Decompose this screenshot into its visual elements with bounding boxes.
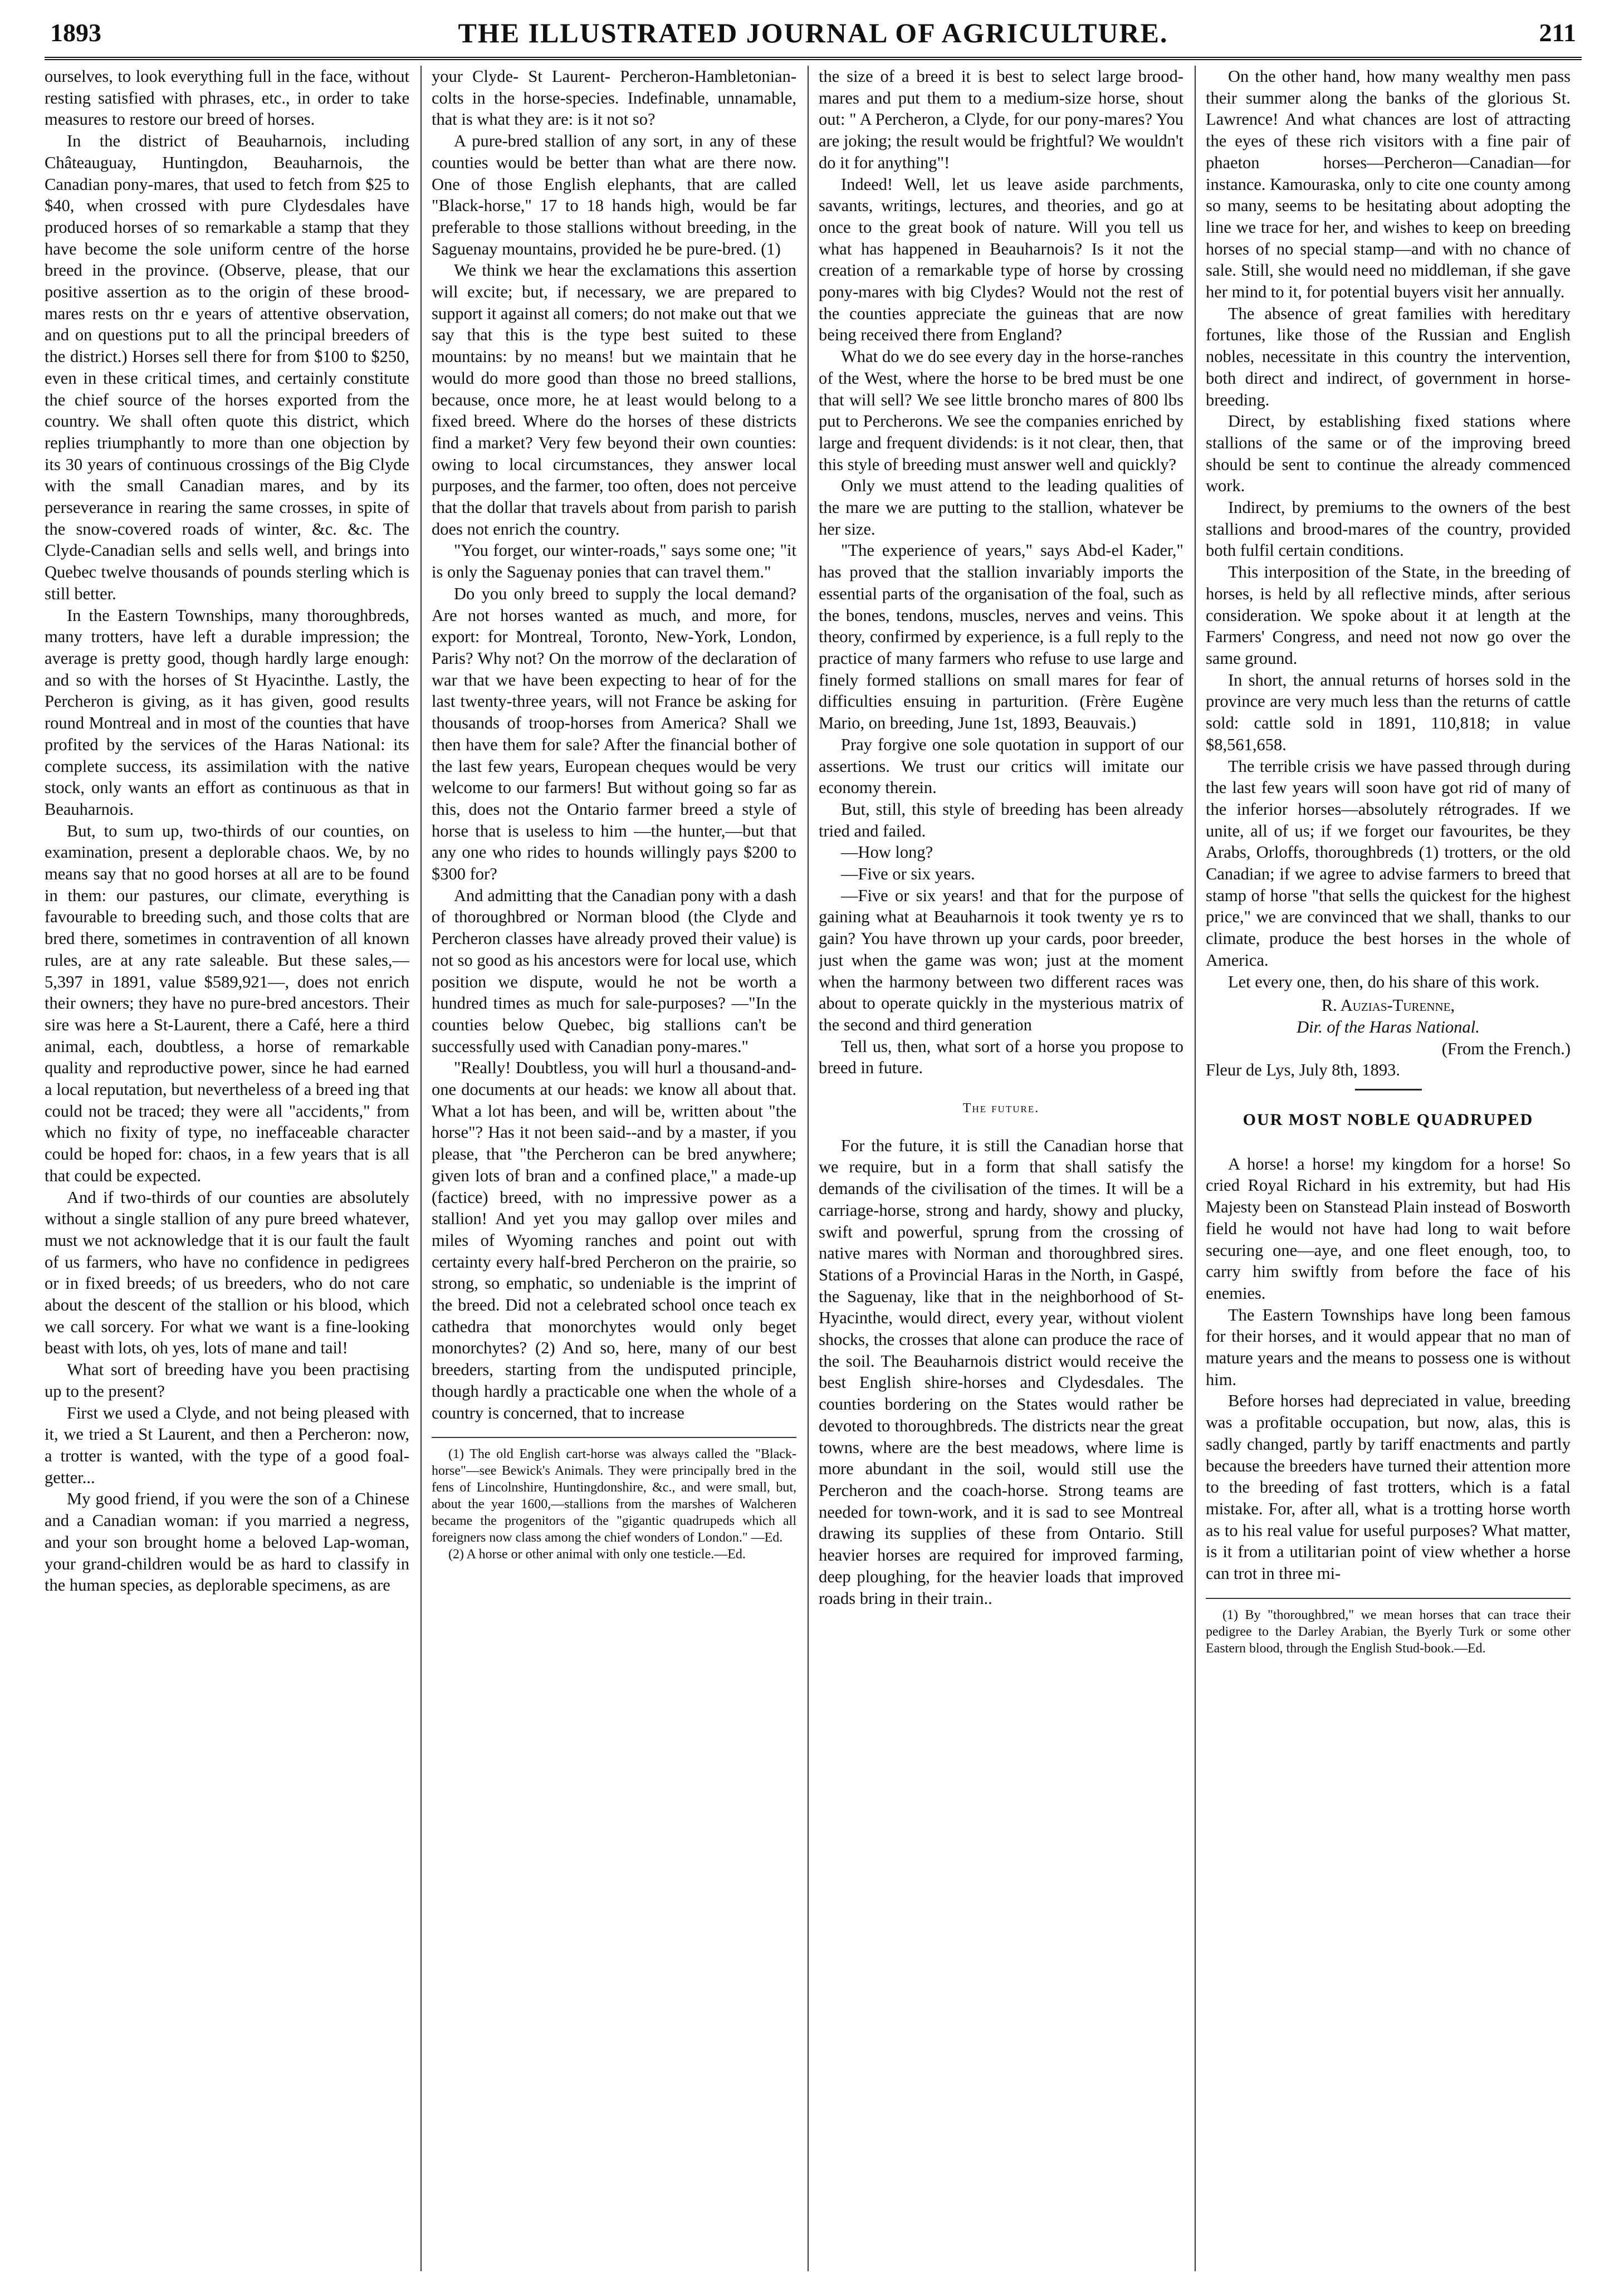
paragraph: What do we do see every day in the horse-ranches of the West, where the horse to be bred must be one that will sell? We see little broncho mares of 800 lbs put to Percherons. We see the companies enriched by large and frequent dividends: is it not clear, then, that this style of breeding must answer well and quickly? [819, 347, 1183, 474]
paragraph: Before horses had depreciated in value, breeding was a profitable occupation, but now, alas, this is sadly changed, partly by tariff enactments and partly because the breeders have turned their attention more to the breeding of fast trotters, which is a fatal mistake. For, after all, what is a trotting horse worth as to his real value for useful purposes? What matter, is it from a utilitarian point of view whether a horse can trot in three mi- [1206, 1391, 1571, 1583]
paragraph: For the future, it is still the Canadian horse that we require, but in a form that shall satisfy the demands of the civilisation of the times. It will be a carriage-horse, strong and hardy, showy and plucky, swift and powerful, sprung from the crossing of native mares with Norman and thoroughbred sires. Stations of a Provincial Haras in the North, in Gaspé, the Saguenay, like that in the neighborhood of St-Hyacinthe, would direct, every year, without violent shocks, the crosses that alone can produce the race of the soil. The Beauharnois district would receive the best English shire-horses and Clydesdales. The counties bordering on the States would rather be devoted to thoroughbreds. The districts near the great towns, where are the best meadows, where lime is more abundant in the soil, would still use the Percheron and the coach-horse. Strong teams are needed for town-work, and it is sad to see Montreal drawing its supplies of these from Ontario. Still heavier horses are required for improved farming, deep ploughing, for the heavier loads that improved roads bring in their train.. [819, 1136, 1183, 1608]
dialogue-line: —How long? [841, 843, 933, 862]
page-number: 211 [1539, 18, 1576, 47]
paragraph: A pure-bred stallion of any sort, in any of these counties would be better than what are there now. One of those English elephants, that are called "Black-horse," 17 to 18 hands high, would be far preferable to those stallions without breeding, in the Saguenay mountains, provided he be pure-bred. (1) [432, 131, 796, 258]
paragraph: —Five or six years! and that for the purpose of gaining what at Beauharnois it took twenty ye rs to gain? You have thrown up your cards, poor breeder, just when the game was won; just at the moment when the harmony between two different races was about to operate quickly in the mysterious matrix of the second and third generation [819, 886, 1183, 1034]
author-title: Dir. of the Haras National. [1297, 1017, 1480, 1036]
paragraph: A horse! a horse! my kingdom for a horse! So cried Royal Richard in his extremity, but had His Majesty been on Stanstead Plain instead of Bosworth field he would not have had long to wait before securing one—aye, and one fleet enough, too, to carry him swiftly from before the face of his enemies. [1206, 1154, 1571, 1303]
paragraph: Do you only breed to supply the local demand? Are not horses wanted as much, and more, for export: for Montreal, Toronto, New-York, London, Paris? Why not? On the morrow of the declaration of war that we have been expecting to hear of for the last twenty-three years, will not France be asking for thousands of troop-horses from America? Shall we then have them for sale? After the financial bother of the last few years, European cheques would be very welcome to our farmers! But without going so far as this, does not the Ontario farmer breed a style of horse that is useless to him —the hunter,—but that any one who rides to hounds willingly pays $200 to $300 for? [432, 584, 796, 884]
paragraph: But, to sum up, two-thirds of our counties, on examination, present a deplorable chaos. We, by no means say that no good horses at all are to be found in them: our pastures, our climate, everything is favourable to breeding such, and those colts that are bred there, sometimes in contravention of all known rules, are at any rate saleable. But these sales,—5,397 in 1891, value $589,921—, does not enrich their owners; they have no pure-bred ancestors. Their sire was here a St-Laurent, there a Café, here a third animal, each, doubtless, a horse of remarkable quality and reproductive power, since he had earned a local reputation, but nevertheless of a breed ing that could not be traced; they were all "accidents," from which no fixity of type, no ineffaceable character could be hoped for: chaos, in a few years that is all that could be expected. [45, 821, 409, 1185]
paragraph: The absence of great families with hereditary fortunes, like those of the Russian and English nobles, necessitate in this country the intervention, both direct and indirect, of government in horse-breeding. [1206, 304, 1571, 409]
paragraph: The terrible crisis we have passed through during the last few years will soon have got rid of many of the inferior horses—absolutely rétrogrades. If we unite, all of us; if we forget our favourites, be they Arabs, Orloffs, thoroughbreds (1) trotters, or the old Canadian; if we agree to advise farmers to breed that stamp of horse "that sells the quickest for the highest price," we are convinced that we shall, thanks to our climate, produce the best horses in the whole of America. [1206, 756, 1571, 970]
paragraph: We think we hear the exclamations this assertion will excite; but, if necessary, we are prepared to support it against all comers; do not make out that we say that this is the type best suited to these mountains: by no means! but we maintain that he would do more good than those no breed stallions, because, once more, he at least would belong to a fixed breed. Where do the horses of these districts find a market? Very few beyond their own counties: owing to local circumstances, they answer local purposes, and the farmer, too often, does not perceive that the dollar that travels about from parish to parish does not enrich the country. [432, 261, 796, 539]
article-title: OUR MOST NOBLE QUADRUPED [1243, 1111, 1534, 1129]
paragraph: Only we must attend to the leading qualities of the mare we are putting to the stallion, whatever be her size. [819, 476, 1183, 539]
paragraph: First we used a Clyde, and not being pleased with it, we tried a St Laurent, and then a Percheron: now, a trotter is wanted, with the type of a good foal-getter... [45, 1403, 409, 1487]
section-heading: The future. [962, 1101, 1040, 1116]
paragraph: Let every one, then, do his share of this work. [1228, 972, 1540, 991]
footnote: (1) The old English cart-horse was always called the "Black-horse"—see Bewick's Animals. They were principally bred in the fens of Lincolnshire, Huntingdonshire, &c., and were small, but, about the year 1600,—stallions from the marshes of Walcheren became the progenitors of the "gigantic quadrupeds which all foreigners now class among the chief wonders of London." —Ed. [432, 1447, 796, 1546]
paragraph: ourselves, to look everything full in the face, without resting satisfied with phrases, etc., in order to take measures to restore our breed of horses. [45, 67, 409, 129]
footnote-divider [1206, 1598, 1571, 1599]
column-divider [420, 66, 422, 2271]
page-header [45, 17, 1582, 60]
paragraph: This interposition of the State, in the breeding of horses, is held by all reflective minds, after serious consideration. We spoke about it at length at the Farmers' Congress, and need not now go over the same ground. [1206, 563, 1571, 668]
column-1 [45, 66, 409, 2271]
paragraph: the size of a breed it is best to select large brood-mares and put them to a medium-size horse, shout out: " A Percheron, a Clyde, for our pony-mares? You are joking; the result would be frightful? We wouldn't do it for anything"! [819, 67, 1183, 172]
author-name: R. Auzias-Turenne, [1321, 996, 1455, 1015]
paragraph: Indirect, by premiums to the owners of the best stallions and brood-mares of the country, provided both fulfil certain conditions. [1206, 498, 1571, 560]
column-2 [432, 66, 796, 2271]
column-4 [1206, 66, 1571, 2271]
paragraph: In the Eastern Townships, many thoroughbreds, many trotters, have left a durable impression; the average is pretty good, though hardly large enough: and so with the horses of St Hyacinthe. Lastly, the Percheron is giving, as it has given, good results round Montreal and in most of the counties that have profited by the services of the Haras National: its complete success, its assimilation with the native stock, only wants an effort as continuous as that in Beauharnois. [45, 605, 409, 819]
header-year: 1893 [50, 18, 101, 47]
paragraph: Pray forgive one sole quotation in support of our assertions. We trust our critics will imitate our economy therein. [819, 735, 1183, 798]
paragraph: On the other hand, how many wealthy men pass their summer along the banks of the glorious St. Lawrence! And what chances are lost of attracting the eyes of these rich visitors with a fine pair of phaeton horses—Percheron—Canadian—for instance. Kamouraska, only to cite one county among so many, seems to be hesitating about adopting the line we trace for her, and wishes to keep on breeding horses of no special stamp—and with no chance of sale. Still, she would need no middleman, if she gave her mind to it, for potential buyers visit her annually. [1206, 67, 1571, 302]
translation-note: (From the French.) [1441, 1039, 1571, 1058]
paragraph: "Really! Doubtless, you will hurl a thousand-and-one documents at our heads: we know all about that. What a lot has been, and will be, written about "the horse"? Has it not been said--and by a master, if you please, that "the Percheron can be bred anywhere; given lots of bran and a confined place," a made-up (factice) breed, with no impressive power as a stallion! And yet you may gallop over miles and miles of Wyoming ranches and point out with certainty every half-bred Percheron on the prairie, so strong, so emphatic, so undeniable is the imprint of the breed. Did not a celebrated school once teach ex cathedra that monorchytes would only beget monorchytes? (2) And so, here, many of our best breeders, starting from the undisputed principle, though hardly a practicable one when the whole of a country is concerned, that to increase [432, 1058, 796, 1422]
column-3 [819, 66, 1183, 2271]
article-separator [1355, 1089, 1422, 1090]
paragraph: "The experience of years," says Abd-el Kader," has proved that the stallion invariably imports the essential parts of the organisation of the foal, such as the bones, tendons, muscles, nerves and veins. This theory, confirmed by experience, is a full reply to the practice of many farmers who refuse to use large and finely formed stallions on small mares for fear of difficulties ensuing in parturition. (Frère Eugène Mario, on breeding, June 1st, 1893, Beauvais.) [819, 541, 1183, 733]
paragraph: And admitting that the Canadian pony with a dash of thoroughbred or Norman blood (the Clyde and Percheron classes have already proved their value) is not so good as his ancestors were for local use, which position we dispute, would he not be worth a hundred times as much for sale-purposes? —"In the counties below Quebec, big stallions can't be successfully used with Canadian pony-mares." [432, 886, 796, 1056]
dateline: Fleur de Lys, July 8th, 1893. [1206, 1060, 1401, 1080]
paragraph: Indeed! Well, let us leave aside parchments, savants, writings, lectures, and theories, and go at once to the great book of nature. Will you tell us what has happened in Beauharnois? Is it not the creation of a remarkable type of horse by crossing pony-mares with big Clydes? Would not the rest of the counties appreciate the guineas that are now being received there from England? [819, 174, 1183, 345]
paragraph: In short, the annual returns of horses sold in the province are very much less than the returns of cattle sold: cattle sold in 1891, 110,818; in value $8,561,658. [1206, 670, 1571, 754]
column-divider [808, 66, 809, 2271]
footnote-divider [432, 1437, 796, 1438]
footnote: (1) By "thoroughbred," we mean horses that can trace their pedigree to the Darley Arabian, the Byerly Turk or some other Eastern blood, through the English Stud-book.—Ed. [1206, 1607, 1571, 1656]
paragraph: And if two-thirds of our counties are absolutely without a single stallion of any pure breed whatever, must we not acknowledge that it is our fault the fault of us farmers, who have no confidence in pedigrees or in fixed breeds; of us breeders, who do not care about the descent of the stallion or his blood, which we call sorcery. For what we want is a fine-looking beast with lots, oh yes, lots of mane and tail! [45, 1187, 409, 1358]
column-divider [1195, 66, 1196, 2271]
journal-title: THE ILLUSTRATED JOURNAL OF AGRICULTURE. [458, 17, 1168, 48]
paragraph: What sort of breeding have you been practising up to the present? [45, 1360, 409, 1401]
footnote: (2) A horse or other animal with only one testicle.—Ed. [448, 1547, 746, 1562]
paragraph: My good friend, if you were the son of a Chinese and a Canadian woman: if you married a negress, and your son brought home a beloved Lap-woman, your grand-children would be as hard to classify in the human species, as deplorable specimens, as are [45, 1489, 409, 1595]
paragraph: your Clyde- St Laurent- Percheron-Hambletonian-colts in the horse-species. Indefinable, unnamable, that is what they are: is it not so? [432, 67, 796, 129]
paragraph: Tell us, then, what sort of a horse you propose to breed in future. [819, 1036, 1183, 1078]
paragraph: But, still, this style of breeding has been already tried and failed. [819, 799, 1183, 840]
dialogue-line: —Five or six years. [841, 864, 975, 884]
paragraph: Direct, by establishing fixed stations where stallions of the same or of the improving breed should be sent to continue the already commenced work. [1206, 412, 1571, 496]
paragraph: "You forget, our winter-roads," says some one; "it is only the Saguenay ponies that can travel them." [432, 541, 796, 582]
paragraph: In the district of Beauharnois, including Châteauguay, Huntingdon, Beauharnois, the Canadian pony-mares, that used to fetch from $25 to $40, when crossed with pure Clydesdales have produced horses of so remarkable a stamp that they have become the sole uniform centre of the horse breed in the province. (Observe, please, that our positive assertion as to the origin of these brood-mares rests on thr e years of attentive observation, and on questions put to all the principal breeders of the district.) Horses sell there for from $100 to $250, even in these critical times, and certainly constitute the chief source of the horses exported from the country. We shall often quote this district, which replies triumphantly to more than one objection by its 30 years of continuous crossings of the Big Clyde with the small Canadian mares, and by its perseverance in rearing the same crosses, in spite of the snow-covered roads of winter, &c. &c. The Clyde-Canadian sells and sells well, and brings into Quebec twelve thousands of pounds sterling which is still better. [45, 131, 409, 603]
text-columns [45, 66, 1582, 2271]
paragraph: The Eastern Townships have long been famous for their horses, and it would appear that no man of mature years and the means to possess one is without him. [1206, 1305, 1571, 1389]
